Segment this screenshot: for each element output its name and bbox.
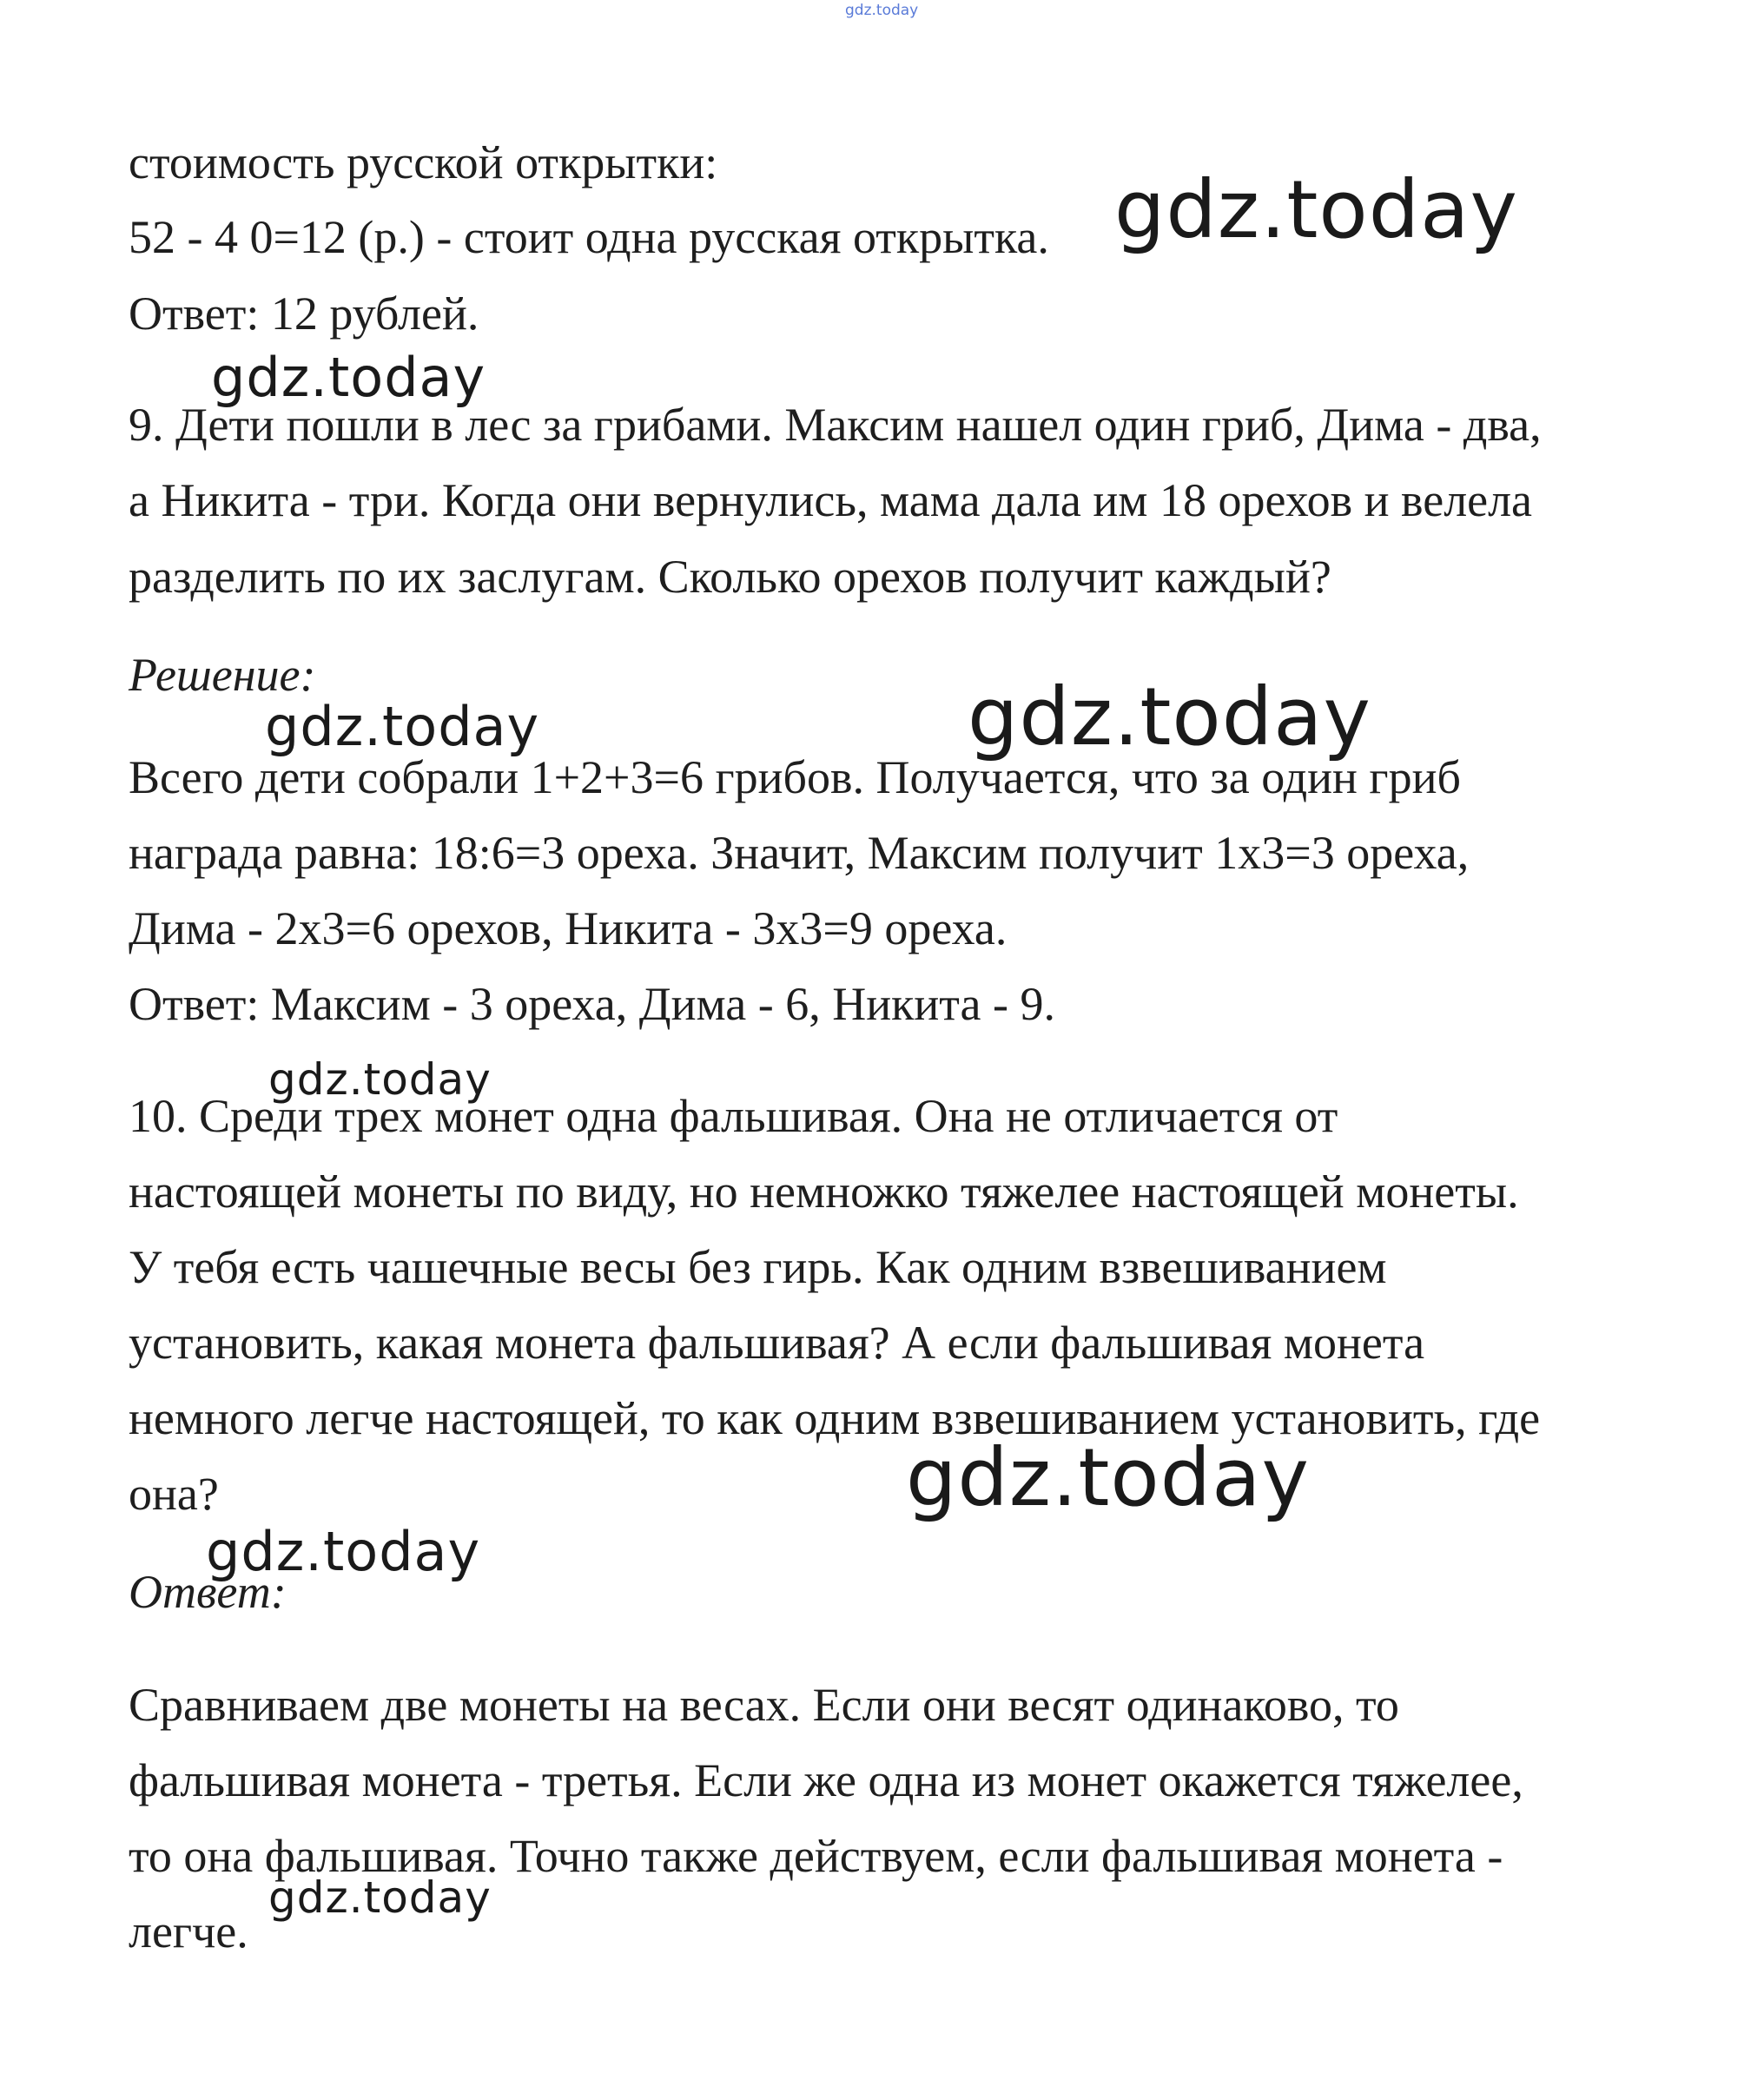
text-line: стоимость русской открытки: [129, 136, 718, 188]
watermark: gdz.today [968, 670, 1371, 763]
problem-10-line: У тебя есть чашечные весы без гирь. Как одним взвешиванием [129, 1241, 1387, 1293]
problem-10-line: немного легче настоящей, то как одним взвешиванием установить, где [129, 1392, 1541, 1444]
solution-line: награда равна: 18:6=3 ореха. Значит, Максим получит 1х3=3 ореха, [129, 827, 1470, 879]
text-line: 52 - 4 0=12 (р.) - стоит одна русская открытка. [129, 211, 1049, 263]
watermark: gdz.today [268, 1872, 492, 1923]
problem-9-line: разделить по их заслугам. Сколько орехов получит каждый? [129, 551, 1331, 603]
watermark-top: gdz.today [845, 2, 919, 19]
answer-line: фальшивая монета - третья. Если же одна из монет окажется тяжелее, [129, 1754, 1523, 1806]
watermark: gdz.today [211, 346, 486, 409]
watermark: gdz.today [906, 1431, 1310, 1524]
problem-10-line: 10. Среди трех монет одна фальшивая. Она не отличается от [129, 1090, 1338, 1142]
answer-line: Ответ: Максим - 3 ореха, Дима - 6, Никита - 9. [129, 978, 1055, 1030]
solution-heading: Решение: [129, 649, 316, 701]
answer-line: легче. [129, 1905, 248, 1958]
solution-line: Дима - 2х3=6 орехов, Никита - 3х3=9 ореха. [129, 902, 1008, 954]
problem-10-line: установить, какая монета фальшивая? А если фальшивая монета [129, 1317, 1425, 1369]
answer-line: Сравниваем две монеты на весах. Если они весят одинаково, то [129, 1679, 1399, 1731]
answer-heading: Ответ: [129, 1566, 287, 1618]
watermark: gdz.today [1114, 163, 1518, 256]
text-line: Ответ: 12 рублей. [129, 287, 479, 340]
watermark: gdz.today [268, 1054, 492, 1105]
problem-10-line: настоящей монеты по виду, но немножко тяжелее настоящей монеты. [129, 1165, 1519, 1218]
watermark: gdz.today [265, 695, 540, 758]
solution-line: Всего дети собрали 1+2+3=6 грибов. Получается, что за один гриб [129, 751, 1461, 803]
problem-10-line: она? [129, 1468, 219, 1520]
answer-line: то она фальшивая. Точно также действуем, если фальшивая монета - [129, 1830, 1503, 1882]
watermark: gdz.today [206, 1520, 481, 1583]
problem-9-line: 9. Дети пошли в лес за грибами. Максим нашел один гриб, Дима - два, [129, 399, 1542, 451]
problem-9-line: а Никита - три. Когда они вернулись, мама дала им 18 орехов и велела [129, 474, 1533, 526]
